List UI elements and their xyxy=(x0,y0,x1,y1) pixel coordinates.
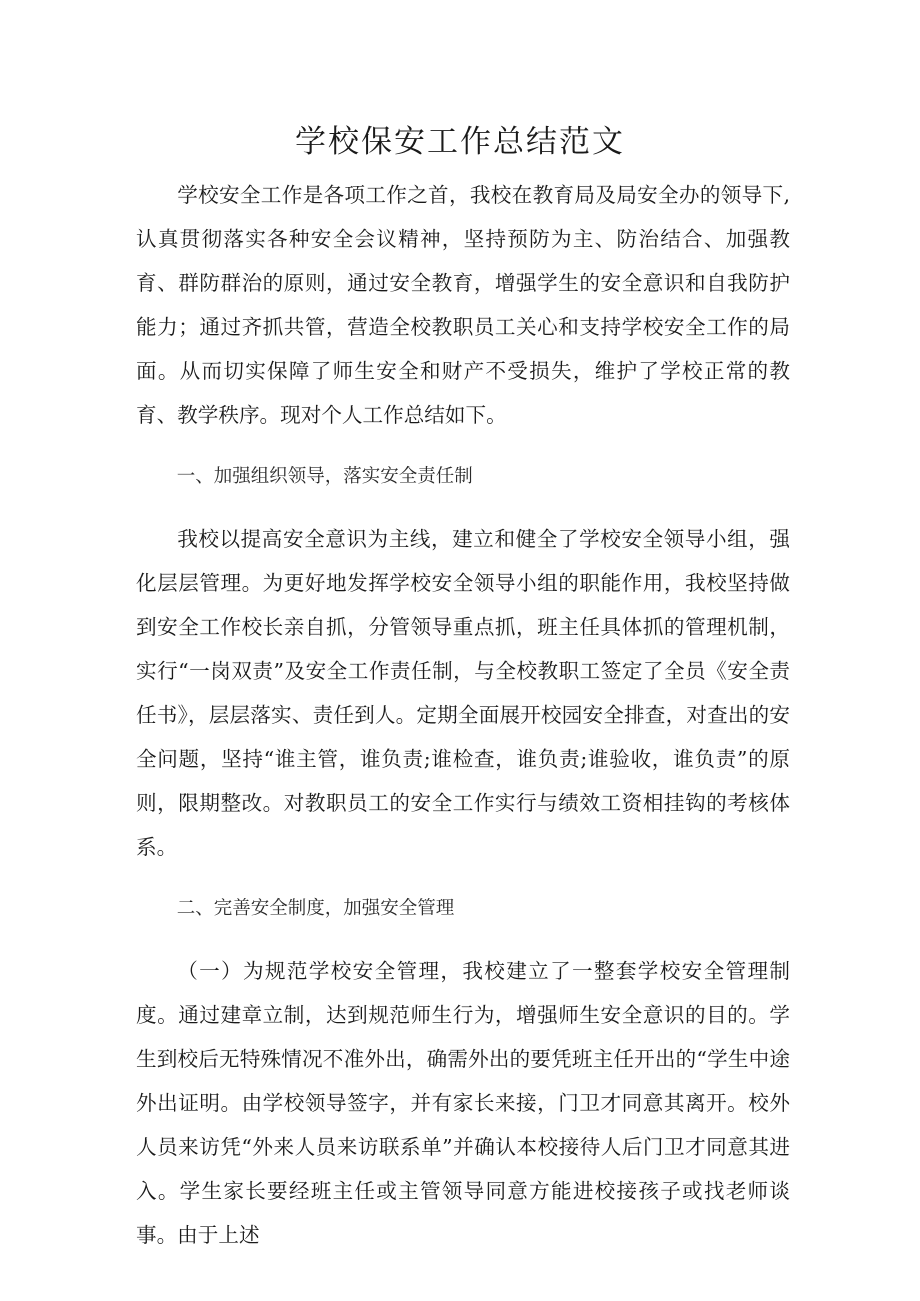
document-body xyxy=(136,173,790,1257)
section-2-paragraph: （一）为规范学校安全管理，我校建立了一整套学校安全管理制度。通过建章立制，达到规范师生行为，增强师生安全意识的目的。学生到校后无特殊情况不准外出，确需外出的要凭班主任开出的“学生中途外出证明。由学校领导签字，并有家长来接，门卫才同意其离开。校外人员来访凭“外来人员来访联系单”并确认本校接待人后门卫才同意其进入。学生家长要经班主任或主管领导同意方能进校接孩子或找老师谈事。由于上述 xyxy=(136,959,790,1247)
document-title: 学校保安工作总结范文 xyxy=(295,124,625,160)
section-heading-1: 一、加强组织领导，落实安全责任制 xyxy=(176,466,473,487)
section-heading-2: 二、完善安全制度，加强安全管理 xyxy=(176,898,455,919)
section-1-paragraph: 我校以提高安全意识为主线，建立和健全了学校安全领导小组，强化层层管理。为更好地发挥学校安全领导小组的职能作用，我校坚持做到安全工作校长亲自抓，分管领导重点抓，班主任具体抓的管理机制，实行“一岗双责”及安全工作责任制，与全校教职工签定了全员《安全责任书》，层层落实、责任到人。定期全面展开校园安全排查，对查出的安全问题，坚持“谁主管，谁负责;谁检查，谁负责;谁验收，谁负责”的原则，限期整改。对教职员工的安全工作实行与绩效工资相挂钩的考核体系。 xyxy=(136,527,790,859)
intro-paragraph: 学校安全工作是各项工作之首，我校在教育局及局安全办的领导下,认真贯彻落实各种安全会议精神，坚持预防为主、防治结合、加强教育、群防群治的原则，通过安全教育，增强学生的安全意识和自我防护能力；通过齐抓共管，营造全校教职员工关心和支持学校安全工作的局面。从而切实保障了师生安全和财产不受损失，维护了学校正常的教育、教学秩序。现对个人工作总结如下。 xyxy=(136,183,790,427)
